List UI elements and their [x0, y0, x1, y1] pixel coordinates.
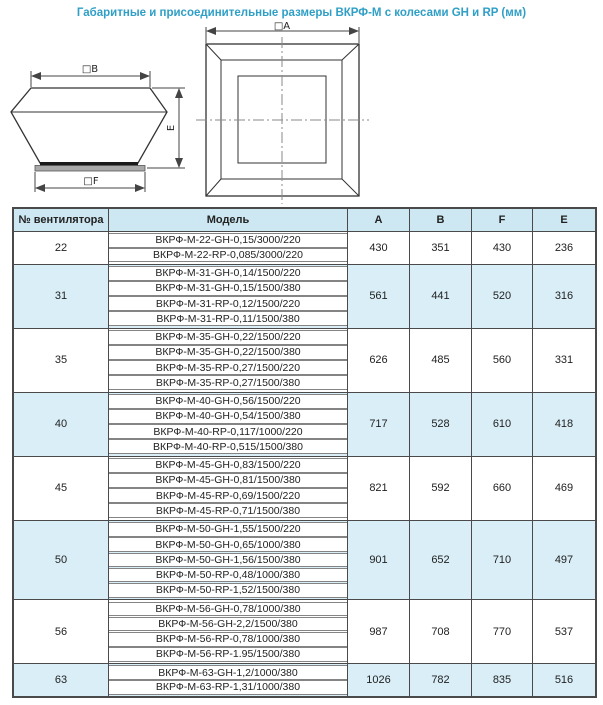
dim-F-cell: 430	[472, 232, 533, 264]
dim-B-cell: 528	[410, 393, 472, 456]
fan-body-outline	[11, 88, 167, 171]
fan-number-cell: 45	[14, 457, 109, 520]
header-model: Модель	[109, 209, 348, 231]
model-cell: ВКРФ-М-50-GH-1,55/1500/220	[109, 522, 347, 537]
models-cell	[109, 393, 348, 456]
table-header-row	[14, 209, 595, 232]
table-group-row	[14, 232, 595, 265]
dim-F-cell: 835	[472, 664, 533, 696]
model-cell: ВКРФ-М-50-GH-1,56/1500/380	[109, 553, 347, 568]
fan-number-cell: 22	[14, 232, 109, 264]
fan-number-cell: 63	[14, 664, 109, 696]
dim-F-cell: 770	[472, 600, 533, 663]
fan-number-cell: 35	[14, 329, 109, 392]
dim-A-cell: 717	[348, 393, 410, 456]
dimension-B	[31, 64, 150, 87]
table-group-row	[14, 600, 595, 664]
dimensions-table	[12, 207, 597, 698]
model-cell: ВКРФ-М-40-RP-0,515/1500/380	[109, 439, 347, 454]
fan-number-cell: 50	[14, 521, 109, 600]
dim-F-cell: 610	[472, 393, 533, 456]
model-cell: ВКРФ-М-40-RP-0,117/1000/220	[109, 424, 347, 439]
models-cell	[109, 265, 348, 328]
header-E: E	[560, 214, 568, 226]
models-cell	[109, 521, 348, 600]
models-cell	[109, 457, 348, 520]
dim-A-cell: 626	[348, 329, 410, 392]
model-cell: ВКРФ-М-35-GH-0,22/1500/220	[109, 330, 347, 345]
models-cell	[109, 600, 348, 663]
table-group-row	[14, 329, 595, 393]
dim-E-cell: 236	[554, 241, 574, 254]
model-cell: ВКРФ-М-45-GH-0,83/1500/220	[109, 458, 347, 473]
model-cell: ВКРФ-М-50-GH-0,65/1000/380	[109, 537, 347, 552]
model-cell: ВКРФ-М-40-GH-0,54/1500/380	[109, 409, 347, 424]
dim-F-cell: 660	[472, 457, 533, 520]
dim-E-cell: 469	[554, 482, 574, 494]
dim-A-cell: 821	[348, 457, 410, 520]
dim-A-cell: 987	[348, 600, 410, 663]
base-plate	[35, 166, 145, 172]
dim-B-cell: 441	[410, 265, 472, 328]
model-cell: ВКРФ-М-31-GH-0,15/1500/380	[109, 281, 347, 296]
dim-E-cell: 516	[554, 674, 574, 686]
dim-E-cell: 497	[554, 553, 574, 566]
model-cell: ВКРФ-М-35-GH-0,22/1500/380	[109, 345, 347, 360]
top-view-outline	[196, 37, 369, 204]
fan-side-view-drawing	[4, 60, 196, 202]
dim-B-cell: 708	[410, 600, 472, 663]
fan-number-cell: 56	[14, 600, 109, 663]
fan-number-cell: 31	[14, 265, 109, 328]
header-fan-number: № вентилятора	[14, 209, 109, 231]
model-cell: ВКРФ-М-31-GH-0,14/1500/220	[109, 266, 347, 281]
models-cell	[109, 329, 348, 392]
model-cell: ВКРФ-М-50-RP-0,48/1000/380	[109, 568, 347, 583]
model-cell: ВКРФ-М-56-GH-0,78/1000/380	[109, 602, 347, 617]
table-group-row	[14, 393, 595, 457]
dim-F-cell: 560	[472, 329, 533, 392]
model-cell: ВКРФ-М-50-RP-1,52/1500/380	[109, 583, 347, 598]
dim-E-cell: 537	[554, 625, 574, 638]
models-cell	[109, 232, 348, 264]
model-cell: ВКРФ-М-56-GH-2,2/1500/380	[109, 617, 347, 632]
dim-F-cell: 520	[472, 265, 533, 328]
model-cell: ВКРФ-М-56-RP-0,78/1000/380	[109, 632, 347, 647]
dimension-F	[35, 172, 145, 192]
table-group-row	[14, 664, 595, 696]
dim-E-label: E	[166, 124, 177, 132]
header-A: A	[348, 209, 410, 231]
table-body	[14, 232, 595, 696]
dim-F-label: □F	[83, 176, 99, 187]
dim-E-cell: 316	[554, 290, 574, 302]
fan-number-cell: 40	[14, 393, 109, 456]
dim-B-cell: 592	[410, 457, 472, 520]
header-B: B	[410, 209, 472, 231]
model-cell: ВКРФ-М-45-GH-0,81/1500/380	[109, 473, 347, 488]
dim-B-cell: 485	[410, 329, 472, 392]
page-title: Габаритные и присоединительные размеры ВКРФ-М с колесами GH и RP (мм)	[76, 7, 527, 19]
dim-A-label: □A	[273, 22, 291, 32]
model-cell: ВКРФ-М-31-RP-0,11/1500/380	[109, 311, 347, 326]
header-F: F	[472, 209, 533, 231]
model-cell: ВКРФ-М-56-RP-1.95/1500/380	[109, 647, 347, 662]
table-group-row	[14, 457, 595, 521]
models-cell	[109, 664, 348, 696]
model-cell: ВКРФ-М-35-RP-0,27/1500/220	[109, 360, 347, 375]
dim-B-cell: 351	[410, 232, 472, 264]
dim-A-cell: 901	[348, 521, 410, 600]
model-cell: ВКРФ-М-22-RP-0,085/3000/220	[109, 248, 347, 263]
model-cell: ВКРФ-М-63-GH-1,2/1000/380	[109, 665, 347, 680]
dim-A-cell: 1026	[348, 664, 410, 696]
dim-B-label: □B	[81, 64, 99, 75]
dim-B-cell: 652	[410, 521, 472, 600]
dim-E-cell: 331	[554, 354, 574, 366]
dim-F-cell: 710	[472, 521, 533, 600]
model-cell: ВКРФ-М-45-RP-0,71/1500/380	[109, 503, 347, 518]
model-cell: ВКРФ-М-40-GH-0,56/1500/220	[109, 394, 347, 409]
table-group-row	[14, 521, 595, 601]
fan-flange	[40, 162, 138, 166]
dim-E-cell: 418	[554, 418, 574, 430]
dim-A-cell: 561	[348, 265, 410, 328]
dim-B-cell: 782	[410, 664, 472, 696]
model-cell: ВКРФ-М-22-GH-0,15/3000/220	[109, 233, 347, 248]
table-group-row	[14, 265, 595, 329]
fan-top-view-drawing	[178, 22, 378, 206]
model-cell: ВКРФ-М-31-RP-0,12/1500/220	[109, 296, 347, 311]
model-cell: ВКРФ-М-45-RP-0,69/1500/220	[109, 488, 347, 503]
model-cell: ВКРФ-М-63-RP-1,31/1000/380	[109, 680, 347, 695]
model-cell: ВКРФ-М-35-RP-0,27/1500/380	[109, 375, 347, 390]
dim-A-cell: 430	[348, 232, 410, 264]
